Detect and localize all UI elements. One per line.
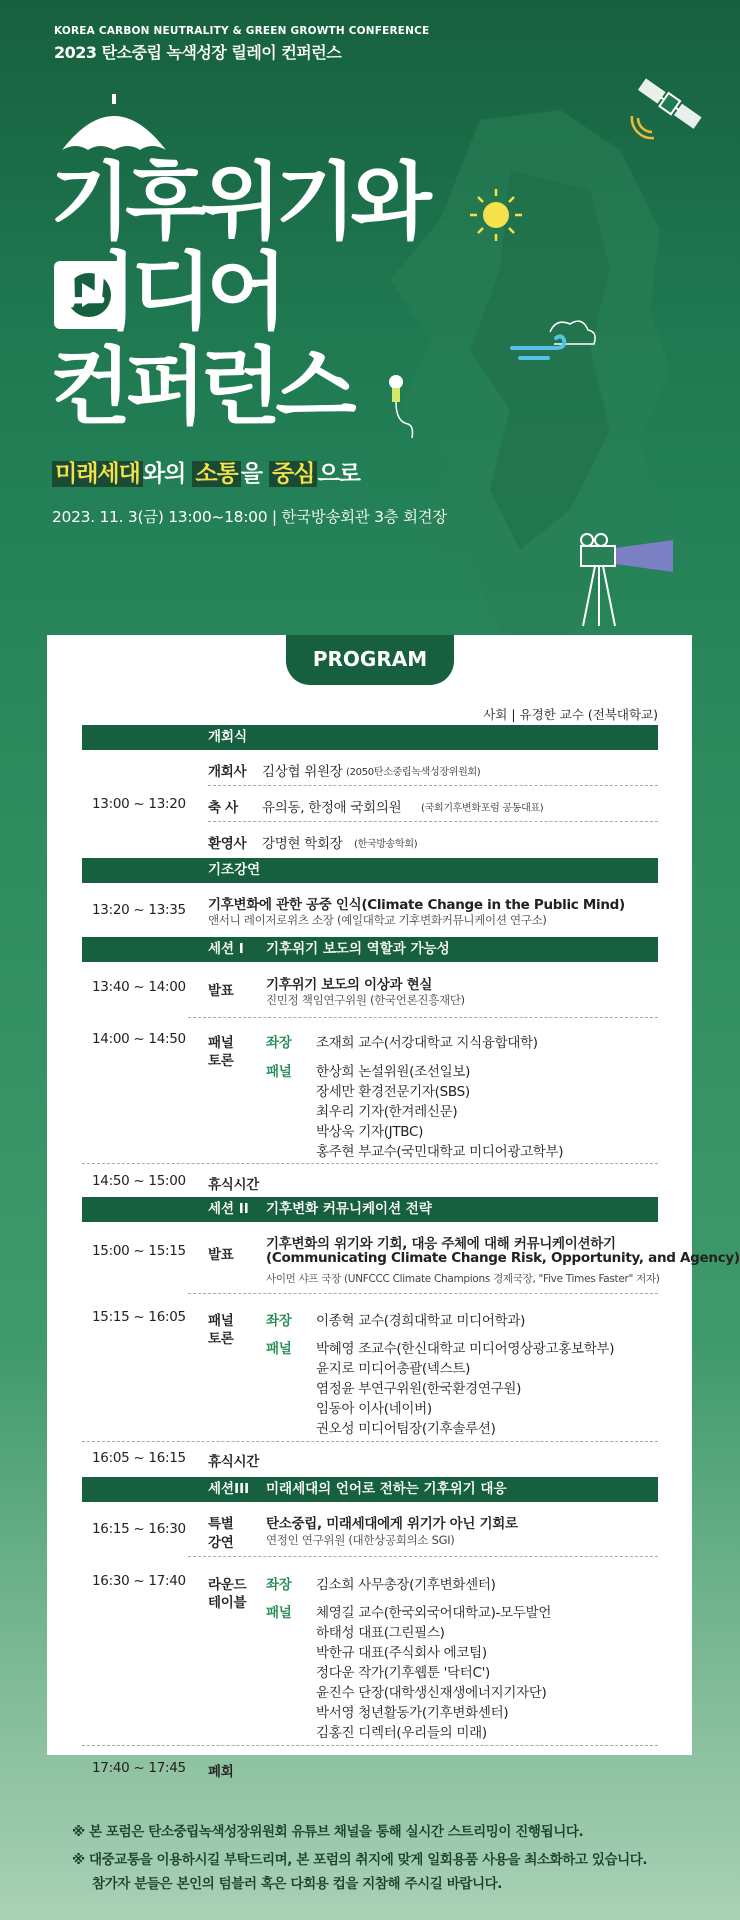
time-slot: 14:50 ~ 15:00 [92, 1173, 186, 1189]
subtitle-part: 을 [240, 461, 269, 487]
panelist: 박서영 청년활동가(기후변화센터) [316, 1705, 509, 1721]
conference-name-en: KOREA CARBON NEUTRALITY & GREEN GROWTH CONFERENCE [54, 25, 430, 37]
wind-cloud-icon [510, 312, 600, 372]
section-bar-keynote [82, 858, 658, 883]
session-title: 미래세대의 언어로 전하는 기후위기 대응 [266, 1481, 507, 1497]
chair-name: 조재희 교수(서강대학교 지식융합대학) [316, 1035, 538, 1051]
session-label: 세션 II [208, 1201, 249, 1217]
panelist: 임동아 이사(네이버) [316, 1401, 432, 1417]
chair-label: 좌장 [266, 1035, 292, 1051]
time-slot: 16:05 ~ 16:15 [92, 1450, 186, 1466]
panelist: 박상욱 기자(JTBC) [316, 1124, 424, 1140]
section-bar-session3 [82, 1477, 658, 1502]
panel-label: 패널 [266, 1341, 292, 1357]
panel-type: 패널 [208, 1035, 234, 1051]
panel-type: 토론 [208, 1053, 234, 1069]
session-label: 세션 I [208, 941, 244, 957]
subtitle-part: 미래세대 [52, 461, 143, 487]
microphone-icon [378, 372, 418, 442]
role-label: 개회사 [208, 764, 247, 780]
talk-type: 강연 [208, 1535, 234, 1551]
section-bar-opening [82, 725, 658, 750]
note-streaming: ※ 본 포럼은 탄소중립녹색성장위원회 유튜브 채널을 통해 실시간 스트리밍이 진행됩니다. [72, 1824, 584, 1840]
panel-type: 토론 [208, 1331, 234, 1347]
time-slot: 16:15 ~ 16:30 [92, 1521, 186, 1537]
divider [82, 1163, 658, 1164]
role-label: 축 사 [208, 800, 238, 816]
speaker: 진민정 책임연구위원 (한국언론진흥재단) [266, 993, 465, 1007]
session-title: 기후변화 커뮤니케이션 전략 [266, 1201, 432, 1217]
chair-name: 김소희 사무총장(기후변화센터) [316, 1577, 496, 1593]
note-transport: ※ 대중교통을 이용하시길 부탁드리며, 본 포럼의 취지에 맞게 일회용품 사용을 최소화하고 있습니다. [72, 1852, 648, 1868]
talk-title: 탄소중립, 미래세대에게 위기가 아닌 기회로 [266, 1516, 518, 1532]
chair-label: 좌장 [266, 1577, 292, 1593]
umbrella-icon [58, 92, 170, 162]
divider [208, 785, 658, 786]
chair-label: 좌장 [266, 1313, 292, 1329]
panelist: 하태성 대표(그린필스) [316, 1625, 445, 1641]
panelist: 한상희 논설위원(조선일보) [316, 1064, 471, 1080]
divider [188, 1293, 658, 1294]
talk-type: 특별 [208, 1516, 234, 1532]
panelist: 홍주현 부교수(국민대학교 미디어광고학부) [316, 1144, 564, 1160]
title-line-1: 기후위기와 [50, 153, 426, 251]
time-slot: 15:15 ~ 16:05 [92, 1309, 186, 1325]
panelist: 권오성 미디어팀장(기후솔루션) [316, 1421, 496, 1437]
person-name: 강명현 학회장 [262, 836, 343, 852]
person-affiliation: (한국방송학회) [354, 839, 418, 850]
title-line-3: 컨퍼런스 [50, 338, 351, 436]
role-label: 환영사 [208, 836, 247, 852]
talk-type: 발표 [208, 1247, 234, 1263]
section-bar-label: 기조강연 [208, 862, 261, 878]
closing-label: 폐회 [208, 1764, 234, 1780]
talk-title: 기후위기 보도의 이상과 현실 [266, 977, 433, 993]
session-title: 기후위기 보도의 역할과 가능성 [266, 941, 450, 957]
panelist: 정다운 작가(기후웹툰 '닥터C') [316, 1665, 491, 1681]
title-line-2: 미디어 [56, 243, 282, 341]
panel-type: 패널 [208, 1313, 234, 1329]
session-label: 세션III [208, 1481, 250, 1497]
divider [82, 1745, 658, 1746]
round-type: 라운드 [208, 1577, 247, 1593]
subtitle [52, 455, 360, 488]
chair-name: 이종혁 교수(경희대학교 미디어학과) [316, 1313, 526, 1329]
speaker: 사이먼 샤프 국장 (UNFCCC Climate Champions 경제국장, "Five Times Faster" 저자) [266, 1273, 660, 1285]
satellite-icon [630, 70, 710, 140]
talk-type: 발표 [208, 983, 234, 999]
talk-title: (Communicating Climate Change Risk, Opportunity, and Agency) [266, 1250, 740, 1266]
panel-label: 패널 [266, 1064, 292, 1080]
panelist: 장세만 환경전문기자(SBS) [316, 1084, 470, 1100]
person-affiliation: (2050탄소중립녹색성장위원회) [346, 767, 481, 778]
talk-title: 기후변화의 위기와 기회, 대응 주체에 대해 커뮤니케이션하기 [266, 1236, 616, 1252]
time-slot: 13:20 ~ 13:35 [92, 902, 186, 918]
panel-label: 패널 [266, 1605, 292, 1621]
divider [82, 1441, 658, 1442]
event-datetime-venue: 2023. 11. 3(금) 13:00~18:00 | 한국방송회관 3층 회견장 [52, 508, 447, 526]
subtitle-part: 와의 [142, 461, 193, 487]
subtitle-part: 소통 [192, 461, 240, 487]
panelist: 박혜영 조교수(한신대학교 미디어영상광고홍보학부) [316, 1341, 615, 1357]
host-info: 사회 | 유경한 교수 (전북대학교) [483, 707, 658, 722]
panelist: 최우리 기자(한겨레신문) [316, 1104, 458, 1120]
speaker: 앤서니 레이저로위츠 소장 (예일대학교 기후변화커뮤니케이션 연구소) [208, 913, 547, 927]
time-slot: 13:00 ~ 13:20 [92, 796, 186, 812]
panelist: 박한규 대표(주식회사 에코팀) [316, 1645, 487, 1661]
person-affiliation: (국회기후변화포럼 공동대표) [421, 803, 544, 814]
round-type: 테이블 [208, 1595, 247, 1611]
time-slot: 16:30 ~ 17:40 [92, 1573, 186, 1589]
person-name: 유의동, 한정애 국회의원 [262, 800, 402, 816]
panelist: 체영길 교수(한국외국어대학교)-모두발언 [316, 1605, 552, 1621]
divider [188, 1017, 658, 1018]
talk-title: 기후변화에 관한 공중 인식(Climate Change in the Public Mind) [208, 897, 625, 913]
person-name: 김상협 위원장 [262, 764, 343, 780]
conference-name-kr: 2023 탄소중립 녹색성장 릴레이 컨퍼런스 [54, 43, 342, 62]
break-label: 휴식시간 [208, 1454, 259, 1470]
panelist: 윤진수 단장(대학생신재생에너지기자단) [316, 1685, 547, 1701]
divider [188, 1556, 658, 1557]
subtitle-part: 으로 [317, 461, 360, 487]
section-bar-label: 개회식 [208, 729, 248, 745]
time-slot: 13:40 ~ 14:00 [92, 979, 186, 995]
time-slot: 15:00 ~ 15:15 [92, 1243, 186, 1259]
note-tumbler: 참가자 분들은 본인의 텀블러 혹은 다회용 컵을 지참해 주시길 바랍니다. [92, 1876, 503, 1892]
break-label: 휴식시간 [208, 1177, 259, 1193]
section-bar-session2 [82, 1197, 658, 1222]
section-bar-session1 [82, 937, 658, 962]
subtitle-part: 중심 [269, 461, 317, 487]
time-slot: 14:00 ~ 14:50 [92, 1031, 186, 1047]
program-tab: PROGRAM [286, 635, 454, 685]
panelist: 윤지로 미디어총괄(넥스트) [316, 1361, 471, 1377]
time-slot: 17:40 ~ 17:45 [92, 1760, 186, 1776]
speaker: 연정인 연구위원 (대한상공회의소 SGI) [266, 1533, 455, 1547]
panelist: 김홍진 디렉터(우리들의 미래) [316, 1725, 487, 1741]
camera-icon [555, 530, 675, 630]
sun-icon [466, 185, 526, 245]
divider [208, 821, 658, 822]
panelist: 염정윤 부연구위원(한국환경연구원) [316, 1381, 522, 1397]
